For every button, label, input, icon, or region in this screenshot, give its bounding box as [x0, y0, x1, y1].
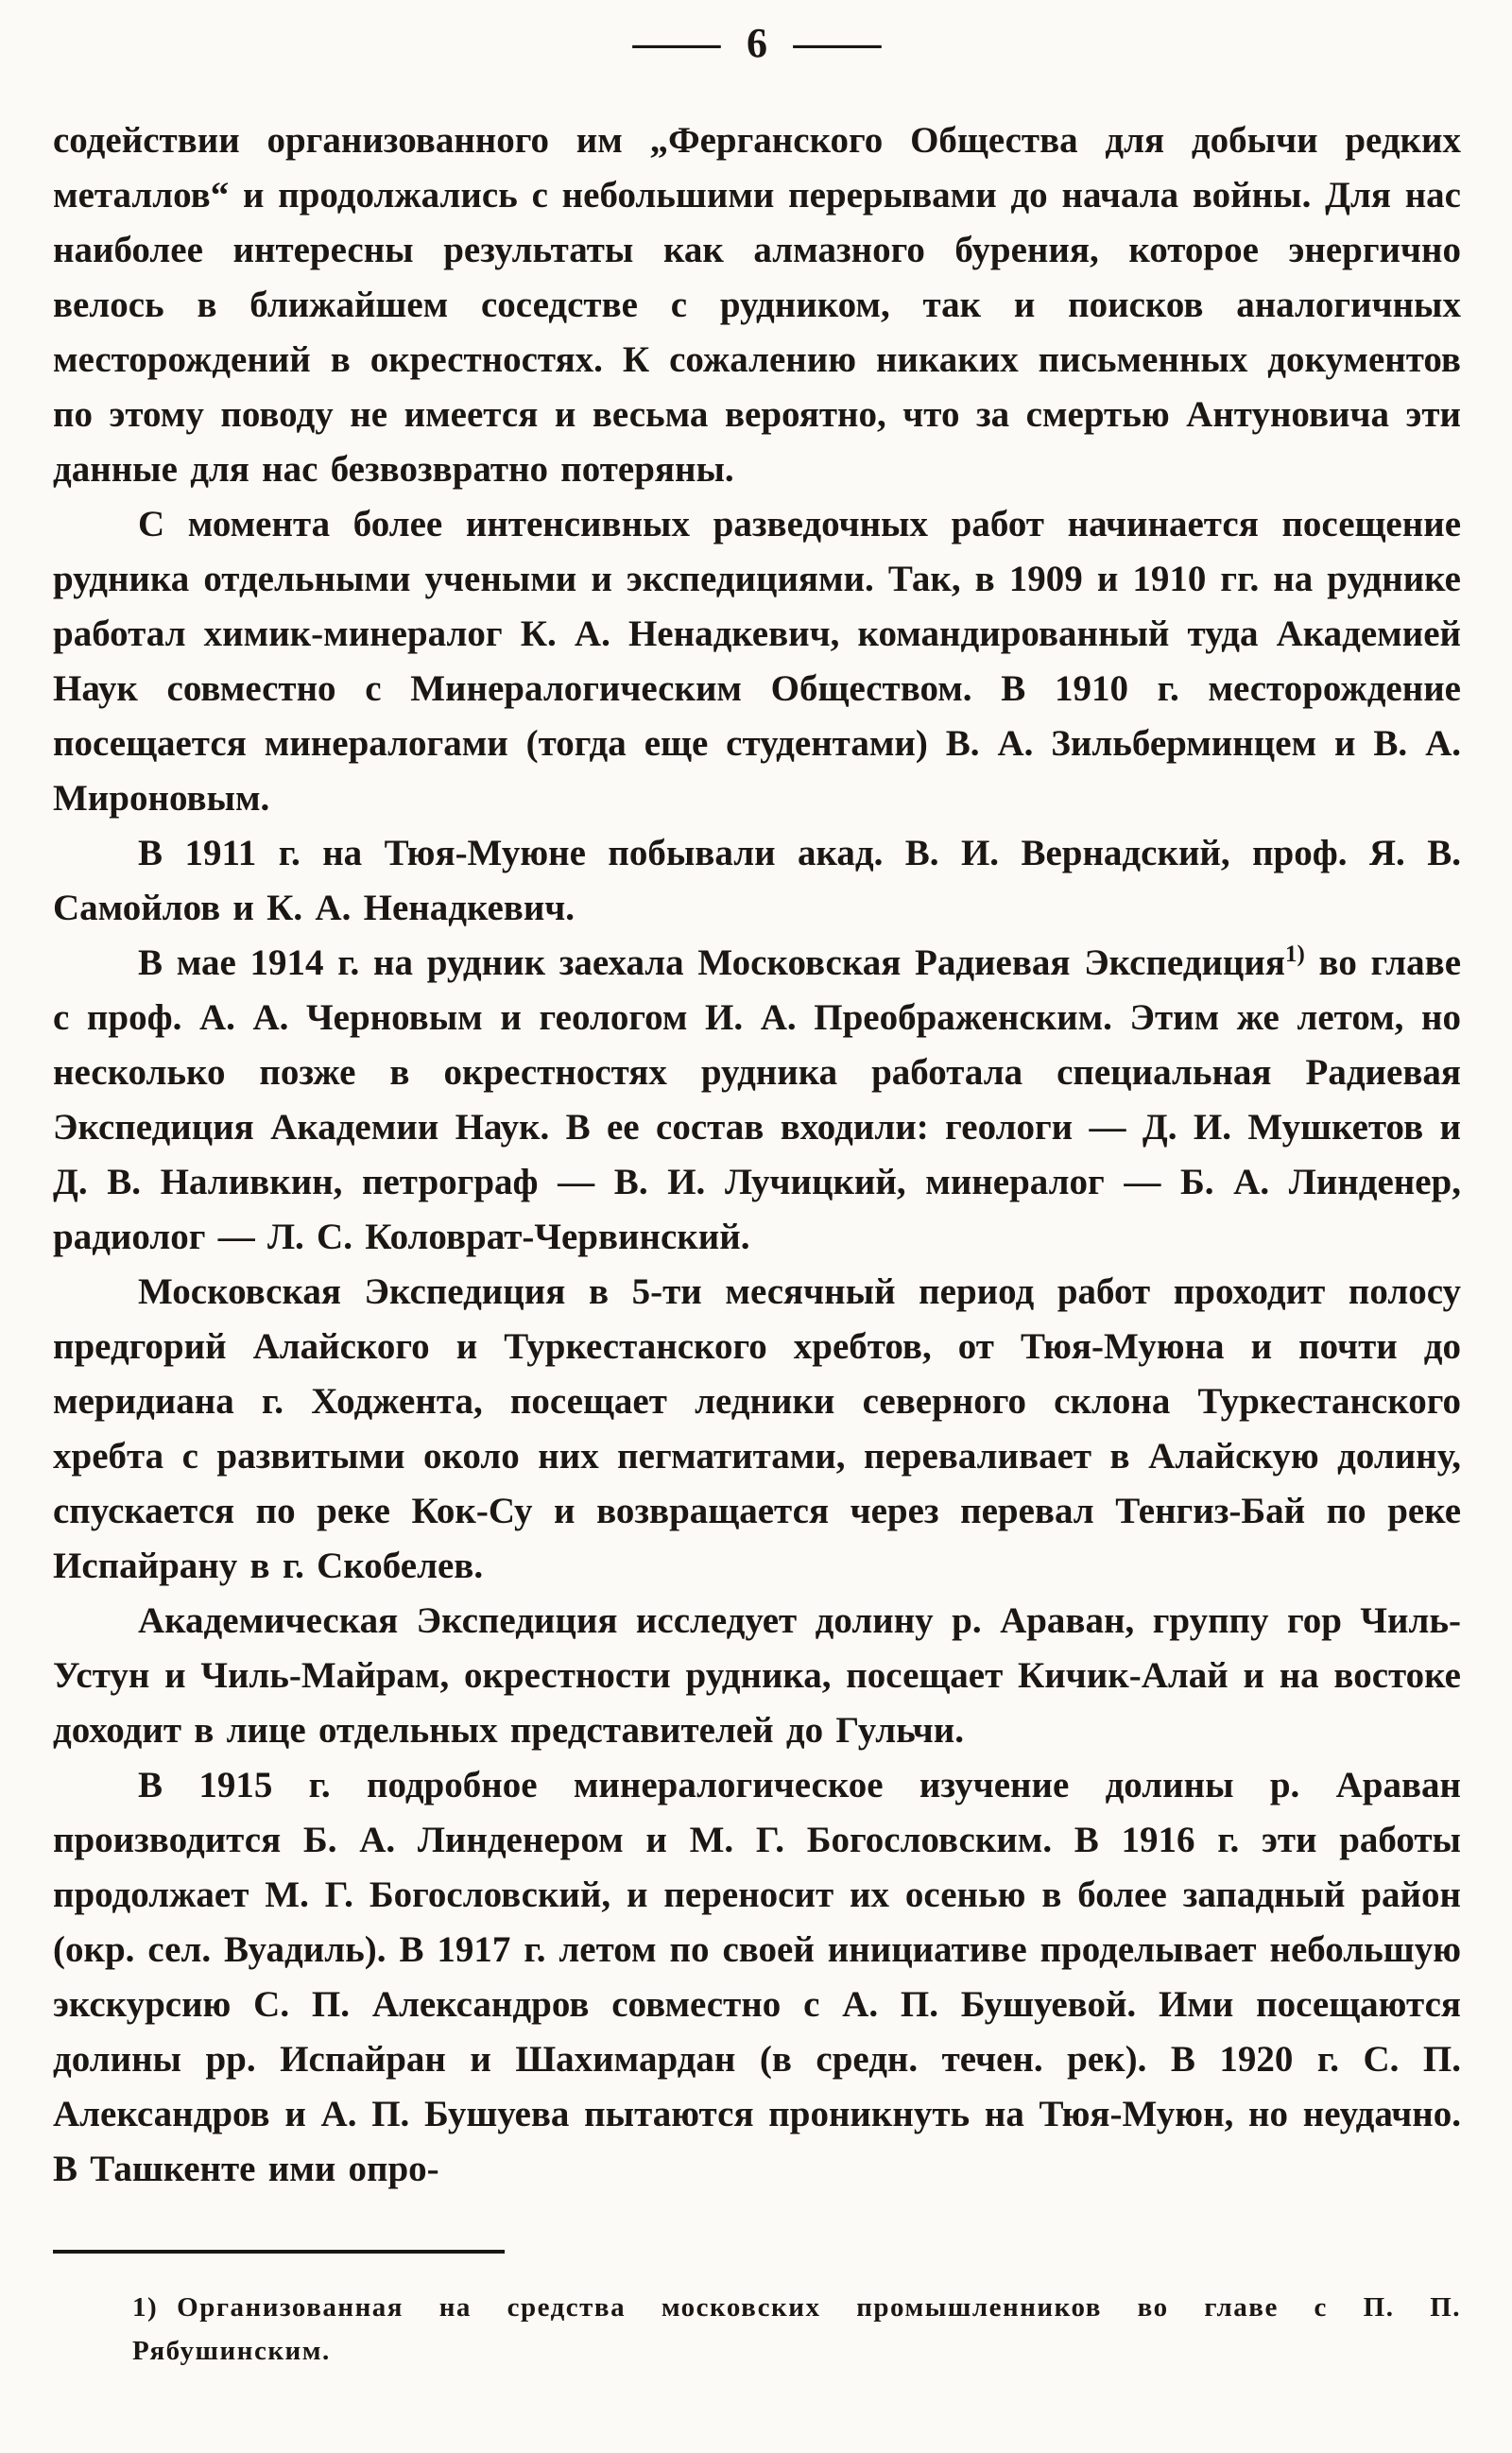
footnote-ref: 1) [1284, 941, 1305, 967]
page-header [53, 20, 1461, 66]
footnote-text: Организованная на средства московских промышленников во главе с П. П. Рябушинским. [132, 2292, 1461, 2366]
paragraph-6: Академическая Экспедиция исследует долину р. Араван, группу гор Чиль-Устун и Чиль-Майрам, окрестности рудника, посещает Кичик-Алай и на востоке доходит в лице отдельных представителей до Гульчи. [53, 1600, 1461, 1751]
footnote-marker: 1) [132, 2292, 159, 2323]
paragraph-1: содействии организованного им „Ферганского Общества для добычи редких металлов“ и продолжались с небольшими перерывами до начала войны. Для нас наиболее интересны результаты как алмазного бурения, которое энергично велось в ближайшем соседстве с рудником, так и поисков аналогичных месторождений в окрестностях. К сожалению никаких письменных документов по этому поводу не имеется и весьма вероятно, что за смертью Антуновича эти данные для нас безвозвратно потеряны. [53, 120, 1461, 490]
paragraph-4: В мае 1914 г. на рудник заехала Московская Радиевая Экспедиция$^{1)}$ во главе с проф. А. А. Черновым и геологом И. А. Преображенским. Этим же летом, но несколько позже в окрестностях рудника работала специальная Радиевая Экспедиция Академии Наук. В ее состав входили: геологи — Д. И. Мушкетов и Д. В. Наливкин, петрограф — В. И. Лучицкий, минералог — Б. А. Линденер, радиолог — Л. С. Коловрат-Червинский. [53, 941, 1462, 1257]
header-dash-left: — [632, 20, 721, 66]
header-dash-right: — [793, 20, 882, 66]
paragraph-7: В 1915 г. подробное минералогическое изучение долины р. Араван производится Б. А. Линденером и М. Г. Богословским. В 1916 г. эти работы продолжает М. Г. Богословский, и переносит их осенью в более западный район (окр. сел. Вуадиль). В 1917 г. летом по своей инициативе проделывает небольшую экскурсию С. П. Александров совместно с А. П. Бушуевой. Ими посещаются долины рр. Испайран и Шахимардан (в средн. течен. рек). В 1920 г. С. П. Александров и А. П. Бушуева пытаются проникнуть на Тюя-Муюн, но неудачно. В Ташкенте ими опро- [53, 1765, 1461, 2189]
footnote [132, 2286, 1461, 2373]
page-number: 6 [747, 20, 767, 66]
body-text [53, 113, 1461, 2197]
footnote-section [53, 2250, 1461, 2373]
paragraph-2: С момента более интенсивных разведочных работ начинается посещение рудника отдельными учеными и экспедициями. Так, в 1909 и 1910 гг. на руднике работал химик-минералог К. А. Ненадкевич, командированный туда Академией Наук совместно с Минералогическим Обществом. В 1910 г. месторождение посещается минералогами (тогда еще студентами) В. А. Зильберминцем и В. А. Мироновым. [53, 504, 1461, 819]
paragraph-5: Московская Экспедиция в 5-ти месячный период работ проходит полосу предгорий Алайского и Туркестанского хребтов, от Тюя-Муюна и почти до меридиана г. Ходжента, посещает ледники северного склона Туркестанского хребта с развитыми около них пегматитами, переваливает в Алайскую долину, спускается по реке Кок-Су и возвращается через перевал Тенгиз-Бай по реке Испайрану в г. Скобелев. [53, 1271, 1461, 1586]
paragraph-3: В 1911 г. на Тюя-Муюне побывали акад. В. И. Вернадский, проф. Я. В. Самойлов и К. А. Ненадкевич. [53, 833, 1461, 928]
footnote-divider [53, 2250, 505, 2254]
